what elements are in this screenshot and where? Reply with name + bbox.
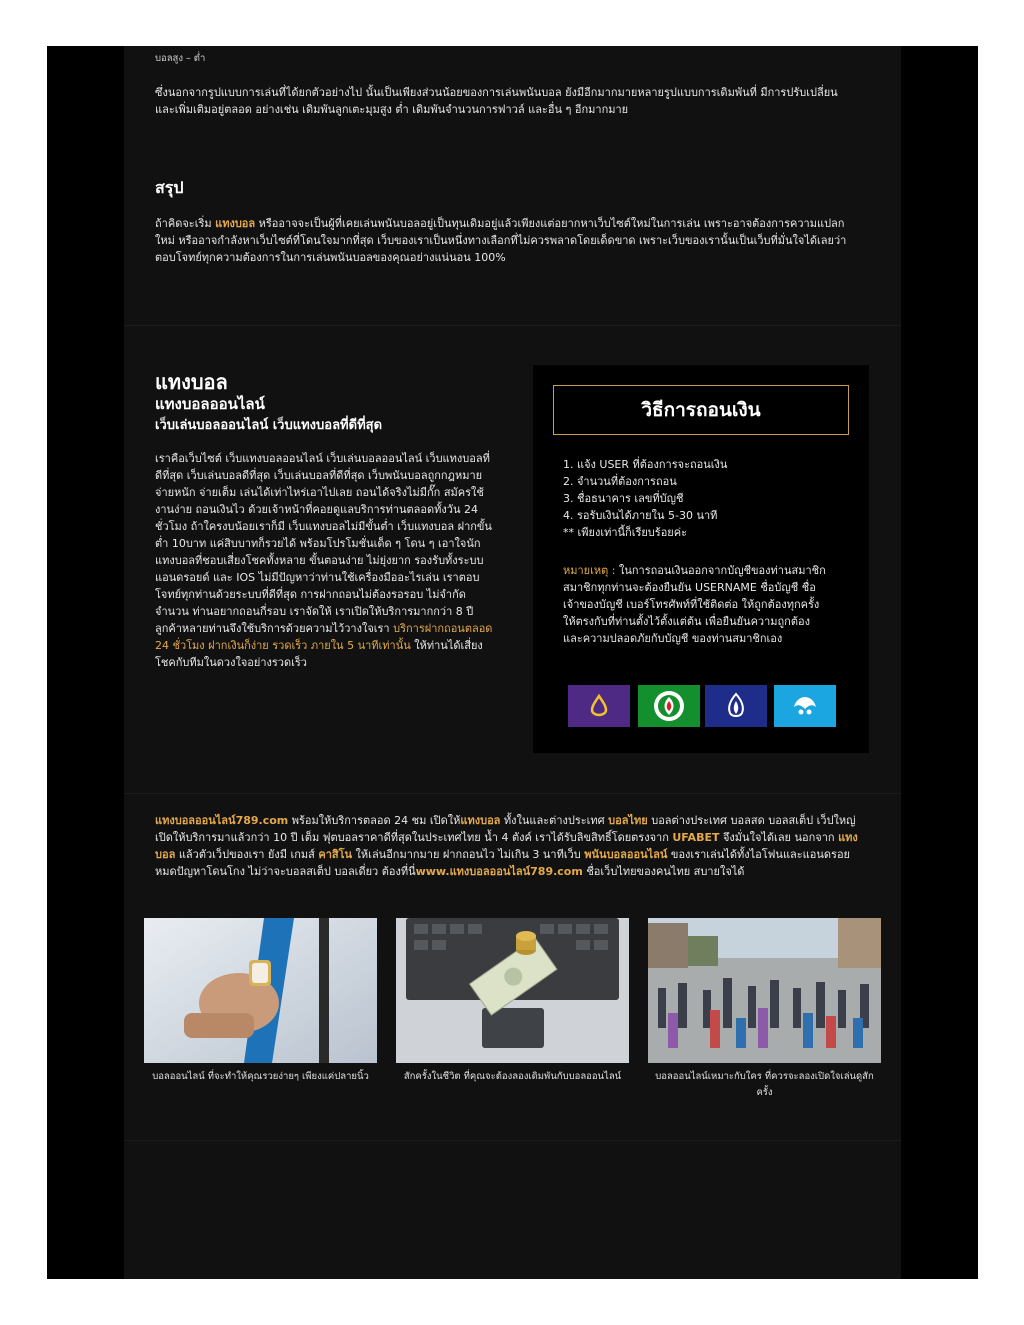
scb-bank-logo (568, 685, 630, 727)
about-body (155, 450, 495, 671)
promo-text: ทั้งในและต่างประเทศ (500, 814, 609, 827)
article-thumbnail-watch[interactable] (144, 918, 377, 1063)
promo-link-ufabet[interactable]: UFABET (672, 831, 720, 844)
withdraw-step: 1. แจ้ง USER ที่ต้องการจะถอนเงิน (563, 458, 728, 471)
withdraw-title: วิธีการถอนเงิน (553, 385, 849, 435)
promo-link-site[interactable]: แทงบอลออนไลน์789.com (155, 814, 289, 827)
promo-text: ชื่อเว็บไทยของคนไทย สบายใจได้ (582, 865, 745, 878)
about-title: แทงบอล (155, 370, 228, 394)
promo-text: แล้วตัวเว็ปของเรา ยังมี เกมส์ (175, 848, 319, 861)
withdraw-steps (563, 456, 853, 541)
promo-text: ของเราเล่นได้ทั้งไอโฟนและแอนดรอยหมดปัญหาโดนโกง ไม่ว่าจะบอลสเต็ป บอลเดี่ยว ต้องที่นี่ (155, 848, 851, 878)
kbank-bank-logo (638, 685, 700, 727)
withdraw-note-label: หมายเหตุ : (563, 564, 616, 577)
summary-text-start: ถ้าคิดจะเริ่ม (155, 217, 216, 230)
withdraw-step: 4. รอรับเงินได้ภายใน 5-30 นาที (563, 509, 718, 522)
promo-link-thai-football[interactable]: บอลไทย (608, 814, 648, 827)
section-divider (124, 793, 901, 794)
promo-text: ให้เล่นอีกมากมาย ฝากถอนไว ไม่เกิน 3 นาทีเว็บ (352, 848, 585, 861)
withdraw-card (533, 365, 869, 753)
summary-heading: สรุป (155, 178, 184, 197)
about-tagline: เว็บเล่นบอลออนไลน์ เว็บแทงบอลที่ดีที่สุด (155, 418, 383, 433)
article-thumbnail-crowd[interactable] (648, 918, 881, 1063)
section-divider (124, 1140, 901, 1141)
promo-link-online-betting[interactable]: พนันบอลออนไลน์ (584, 848, 668, 861)
withdraw-note-text: ในการถอนเงินออกจากบัญชีของท่านสมาชิก สมาชิกทุกท่านจะต้องยืนยัน USERNAME ชื่อบัญชี ชื่อเจ้าของบัญชี เบอร์โทรศัพท์ที่ใช้ติดต่อ ให้ถูกต้องทุกครั้ง ให้ตรงกับที่ท่านตั้งไว้ตั้งแต่ต้น เพื่อยืนยันความถูกต้อง และความปลอดภัยกับบัญชี ของท่านสมาชิกเอง (563, 564, 826, 645)
bbl-bank-logo (705, 685, 767, 727)
article-caption[interactable]: สักครั้งในชีวิต ที่คุณจะต้องลองเดิมพันกับบอลออนไลน์ (403, 1071, 622, 1082)
about-body-end: ให้ท่านได้เสี่ยงโชคกับทีมในดวงใจอย่างรวดเร็ว (155, 639, 483, 669)
article-caption[interactable]: บอลออนไลน์ ที่จะทำให้คุณรวยง่ายๆ เพียงแค่ปลายนิ้ว (152, 1071, 369, 1082)
about-subtitle: แทงบอลออนไลน์ (155, 395, 265, 413)
article-caption[interactable]: บอลออนไลน์เหมาะกับใคร ที่ควรจะลองเปิดใจเล่นดูสักครั้ง (655, 1071, 874, 1098)
promo-text: พร้อมให้บริการตลอด 24 ชม เปิดให้ (288, 814, 461, 827)
withdraw-step: 2. จำนวนที่ต้องการถอน (563, 475, 677, 488)
withdraw-step: 3. ชื่อธนาคาร เลขที่บัญชี (563, 492, 684, 505)
withdraw-step: ** เพียงเท่านี้ก็เรียบร้อยค่ะ (563, 526, 688, 539)
summary-link-betting[interactable]: แทงบอล (215, 217, 256, 230)
bet-type-label: บอลสูง – ต่ำ (155, 53, 206, 64)
promo-text: บอลต่างประเทศ บอลสด บอลสเต็ป เว็ปใหญ่เปิดให้บริการมาแล้วกว่า 10 ปี เต็ม ฟุตบอลราคาดีที่สุดในประเทศไทย น้ำ 4 ตังค์ เราได้รับลิขสิทธิ์โดยตรงจาก (155, 814, 856, 844)
promo-text: จึงมั่นใจได้เลย นอกจาก (719, 831, 839, 844)
about-body-highlight: บริการฝากถอนตลอด 24 ชั่วโมง ฝากเงินก็ง่าย รวดเร็ว ภายใน 5 นาทีเท่านั้น (155, 622, 493, 652)
promo-link-betting-2[interactable]: แทงบอล (155, 831, 858, 861)
summary-paragraph (155, 215, 855, 266)
promo-link-betting[interactable]: แทงบอล (460, 814, 501, 827)
intro-paragraph: ซึ่งนอกจากรูปแบบการเล่นที่ได้ยกตัวอย่างไป นั้นเป็นเพียงส่วนน้อยของการเล่นพนันบอล ยังมีอีกมากมายหลายรูปแบบการเดิมพันที่ มีการปรับเปลี่ยน และเพิ่มเติมอยู่ตลอด อย่างเช่น เดิมพันลูกเตะมุมสูง ต่ำ เดิมพันจำนวนการฟาวล์ และอื่น ๆ อีกมากมาย (155, 86, 838, 116)
about-body-text: เราคือเว็บไซต์ เว็บแทงบอลออนไลน์ เว็บเล่นบอลออนไลน์ เว็บแทงบอลที่ดีที่สุด เว็บเล่นบอลดีที่สุด เว็บเล่นบอลที่ดีที่สุด เว็บพนันบอลถูกกฎหมาย จ่ายหนัก จ่ายเต็ม เล่นได้เท่าไหร่เอาไปเลย ถอนได้จริงไม่มีกั๊ก สมัครใช้งานง่าย ถอนเงินไว ด้วยเจ้าหน้าที่คอยดูแลบริการท่านตลอดทั้งวัน 24 ชั่วโมง ถ้าใครงบน้อยเราก็มี เว็บแทงบอลไม่มีขั้นต่ำ เว็บแทงบอล ฝากขั้นต่ำ 10บาท แค่สิบบาทก็รวยได้ พร้อมโปรโมชั่นเด็ด ๆ โดน ๆ เอาใจนักแทงบอลที่ชอบเสี่ยงโชคทั้งหลาย ขั้นตอนง่าย ไม่ยุ่งยาก รองรับทั้งระบบแอนดรอยด์ และ IOS ไม่มีปัญหาว่าท่านใช้เครื่องมืออะไรเล่น เราตอบโจทย์ทุกท่านด้วยระบบที่ดีที่สุด การฝากถอนไม่ต้องรอรอบ ไม่จำกัดจำนวน ท่านอยากถอนกี่รอบ เราจัดให้ เราเปิดให้บริการมากกว่า 8 ปี ลูกค้าหลายท่านจึงใช้บริการด้วยความไว้วางใจเรา (155, 452, 492, 635)
summary-text-rest: หรืออาจจะเป็นผู้ที่เคยเล่นพนันบอลอยู่เป็นทุนเดิมอยู่แล้วเพียงแต่อยากหาเว็บไซต์ใหม่ในการเล่น เพราะอาจต้องการความแปลกใหม่ หรืออาจกำลังหาเว็บไซต์ที่โดนใจมากที่สุด เว็บของเราเป็นหนึ่งทางเลือกที่ไม่ควรพลาดโดยเด็ดขาด เพราะเว็บของเรานั้นเป็นเว็บที่มั่นใจได้เลยว่าตอบโจทย์ทุกความต้องการในการเล่นพนันบอลของคุณอย่างแน่นอน 100% (155, 217, 847, 264)
promo-paragraph (155, 812, 870, 880)
promo-link-url[interactable]: www.แทงบอลออนไลน์789.com (415, 865, 583, 878)
promo-link-casino[interactable]: คาสิโน (318, 848, 353, 861)
withdraw-note (563, 562, 833, 647)
ktb-bank-logo (774, 685, 836, 727)
section-divider (124, 325, 901, 326)
article-thumbnail-laptop-money[interactable] (396, 918, 629, 1063)
